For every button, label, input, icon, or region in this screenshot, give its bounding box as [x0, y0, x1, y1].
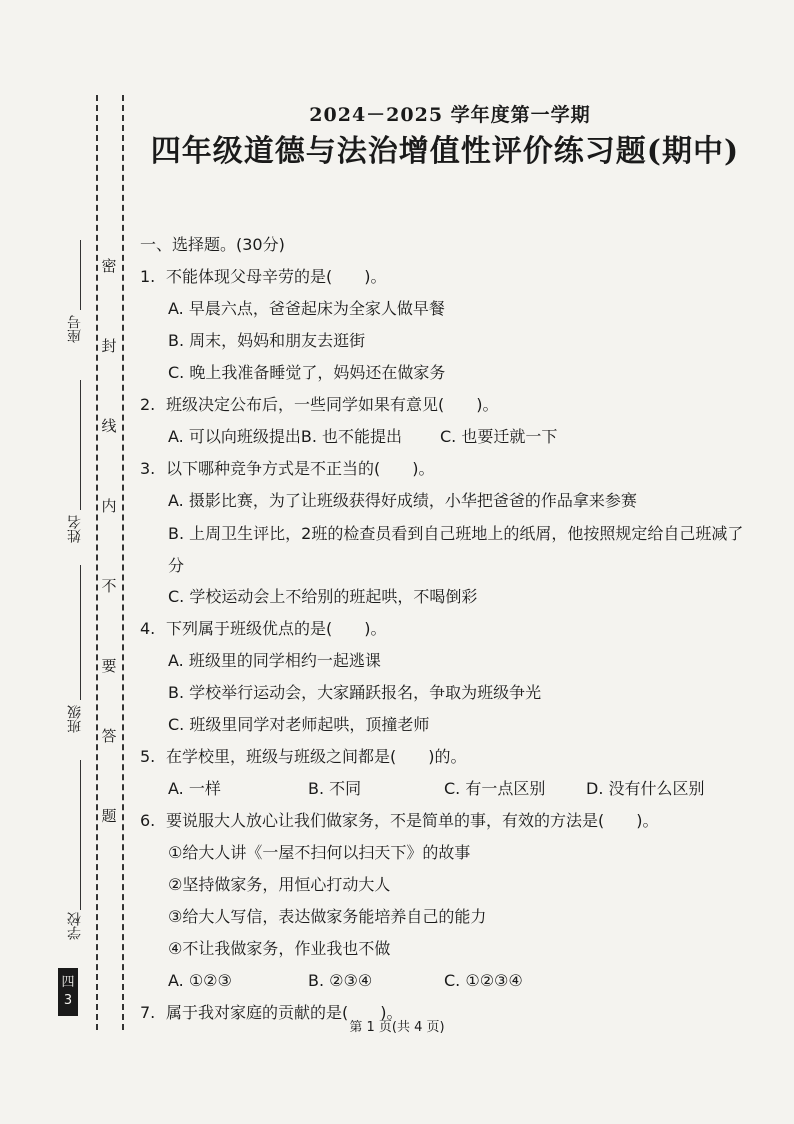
grade-tag-number: 3	[63, 993, 73, 1008]
option-row	[140, 422, 750, 454]
school-label: 学校	[67, 912, 83, 940]
question-number: 3.	[140, 459, 156, 478]
option-d: D. 没有什么区别	[586, 779, 705, 798]
option-row	[140, 966, 750, 998]
exam-title: 四年级道德与法治增值性评价练习题(期中)	[150, 134, 740, 169]
seal-dashed-line-left	[96, 95, 98, 1030]
option-c: C. 班级里同学对老师起哄，顶撞老师	[168, 715, 430, 734]
option-a: A. 摄影比赛，为了让班级获得好成绩，小华把爸爸的作品拿来参赛	[168, 491, 637, 510]
question-number: 7.	[140, 1003, 156, 1022]
option-c: C. ①②③④	[444, 971, 523, 990]
question-stem: 班级决定公布后，一些同学如果有意见( )。	[166, 395, 499, 414]
question-3	[140, 454, 750, 614]
option-b: B. 周末，妈妈和朋友去逛街	[168, 331, 366, 350]
statement-4: ④不让我做家务，作业我也不做	[168, 939, 391, 958]
seal-char: 题	[101, 807, 117, 825]
seal-dashed-line-right	[122, 95, 124, 1030]
question-stem: 属于我对家庭的贡献的是( )。	[166, 1003, 403, 1022]
seat-number-line	[80, 240, 81, 310]
option-c: C. 晚上我准备睡觉了，妈妈还在做家务	[168, 363, 446, 382]
question-4	[140, 614, 750, 742]
question-number: 4.	[140, 619, 156, 638]
question-number: 1.	[140, 267, 156, 286]
seat-number-label: 座号	[67, 315, 83, 343]
page-footer: 第 1 页(共 4 页)	[349, 1020, 445, 1035]
option-a: A. 一样	[168, 779, 221, 798]
statement-3: ③给大人写信，表达做家务能培养自己的能力	[168, 907, 487, 926]
seal-char: 答	[101, 727, 117, 745]
option-a: A. 早晨六点，爸爸起床为全家人做早餐	[168, 299, 445, 318]
option-b-text: B. 上周卫生评比，2班的检查员看到自己班地上的纸屑，他按照规定给自己班减了分	[168, 524, 744, 575]
school-year: 2024－2025 学年度第一学期	[309, 104, 591, 126]
question-2	[140, 390, 750, 454]
seal-char: 线	[101, 417, 117, 435]
name-line	[80, 380, 81, 510]
option-b: B. 学校举行运动会，大家踊跃报名，争取为班级争光	[168, 683, 542, 702]
option-ab: A. 可以向班级提出B. 也不能提出	[168, 427, 402, 446]
question-number: 2.	[140, 395, 156, 414]
option-b: B. 不同	[308, 779, 362, 798]
question-1	[140, 262, 750, 390]
option-b	[140, 518, 750, 582]
grade-tag-grade: 四	[61, 975, 75, 990]
option-c: C. 有一点区别	[444, 779, 546, 798]
question-6	[140, 806, 750, 998]
seal-char: 密	[101, 257, 117, 275]
seal-char: 要	[101, 657, 117, 675]
option-b: B. ②③④	[308, 971, 373, 990]
question-5	[140, 742, 750, 806]
option-a: A. 班级里的同学相约一起逃课	[168, 651, 381, 670]
class-label: 班级	[67, 705, 83, 733]
name-label: 姓名	[67, 515, 83, 543]
seal-char: 封	[101, 337, 117, 355]
question-stem: 要说服大人放心让我们做家务，不是简单的事，有效的方法是( )。	[166, 811, 659, 830]
school-line	[80, 760, 81, 910]
option-a: A. ①②③	[168, 971, 232, 990]
statement-2: ②坚持做家务，用恒心打动大人	[168, 875, 391, 894]
option-c: C. 学校运动会上不给别的班起哄，不喝倒彩	[168, 587, 478, 606]
exam-content	[140, 232, 750, 1030]
question-number: 6.	[140, 811, 156, 830]
option-c: C. 也要迁就一下	[440, 427, 558, 446]
question-stem: 不能体现父母辛劳的是( )。	[166, 267, 387, 286]
grade-tag	[58, 968, 78, 1016]
class-line	[80, 565, 81, 700]
question-number: 5.	[140, 747, 156, 766]
option-row	[140, 774, 750, 806]
question-stem: 以下哪种竞争方式是不正当的( )。	[166, 459, 435, 478]
section-title: 一、选择题。(30分)	[140, 235, 285, 254]
question-stem: 下列属于班级优点的是( )。	[166, 619, 387, 638]
seal-char: 不	[101, 577, 117, 595]
seal-char: 内	[101, 497, 117, 515]
question-stem: 在学校里，班级与班级之间都是( )的。	[166, 747, 467, 766]
statement-1: ①给大人讲《一屋不扫何以扫天下》的故事	[168, 843, 471, 862]
